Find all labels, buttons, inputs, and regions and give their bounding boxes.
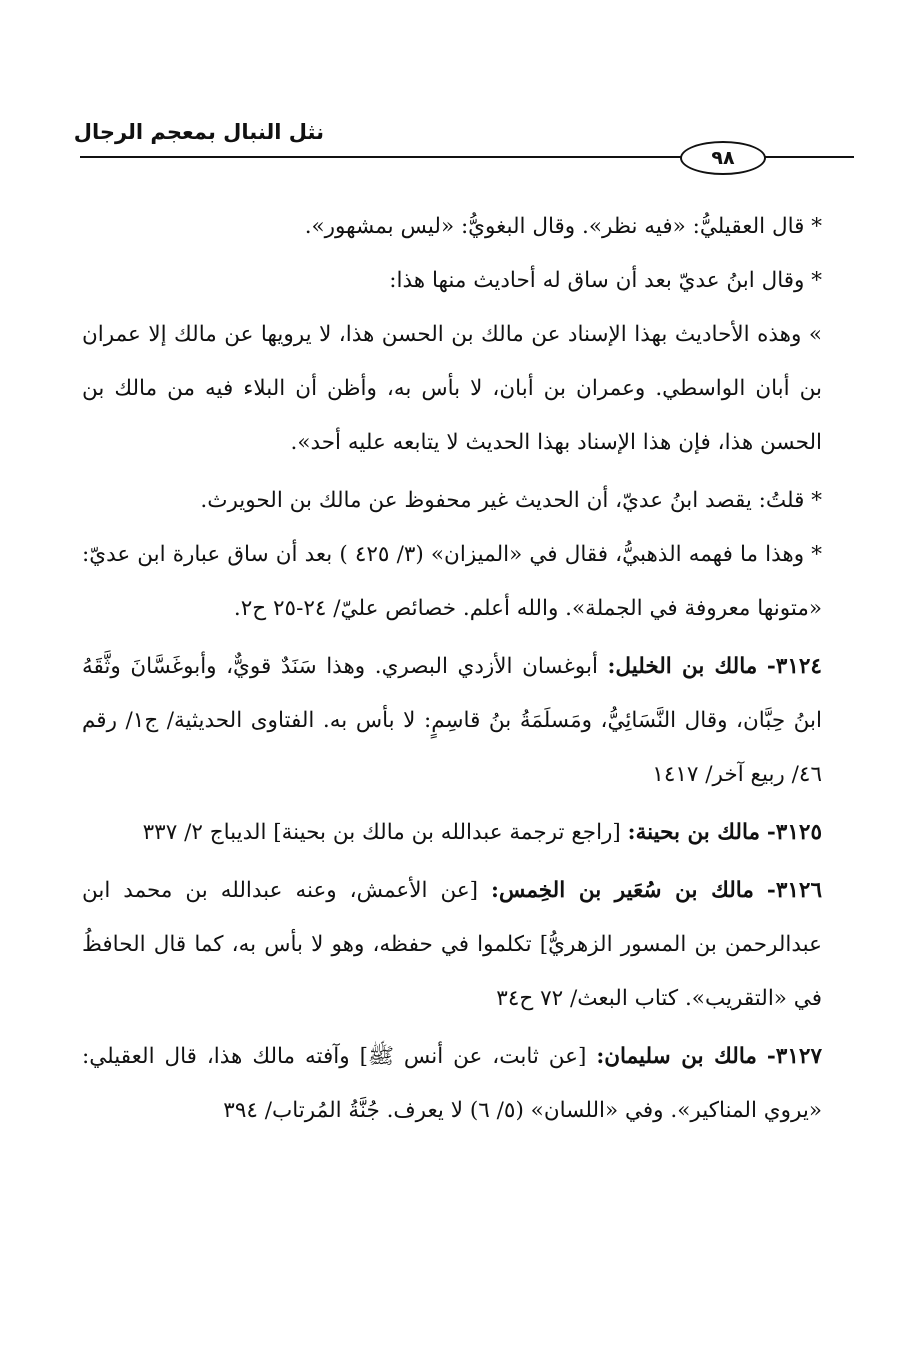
paragraph-author-note: * قلتُ: يقصد ابنُ عديّ، أن الحديث غير محفوظ عن مالك بن الحويرث. (200, 488, 822, 513)
entry-3127-name: مالك بن سليمان: (596, 1044, 757, 1069)
entry-3124-name: مالك بن الخليل: (607, 654, 758, 679)
paragraph-ibn-adi-intro: * وقال ابنُ عديّ بعد أن ساق له أحاديث منها هذا: (389, 268, 822, 293)
paragraph-dhahabi: * وهذا ما فهمه الذهبيُّ، فقال في «الميزان» (٣/ ٤٢٥ ) بعد أن ساق عبارة ابن عديّ: «متونها معروفة في الجملة». والله أعلم. خصائص عليّ/ ٢٤-٢٥ ح٢. (82, 542, 822, 621)
entry-3124-text: أبوغسان الأزدي البصري. وهذا سَنَدٌ قويٌّ، وأبوغَسَّانَ وثَّقَهُ ابنُ حِبَّان، وقال النَّسَائِيُّ، ومَسلَمَةُ بنُ قاسِمٍ: لا بأس به. الفتاوى الحديثية/ ج١/ رقم ٤٦/ ربيع آخر/ ١٤١٧ (82, 654, 822, 787)
main-text (82, 200, 822, 1138)
paragraph-uqaili: * قال العقيليُّ: «فيه نظر». وقال البغويُّ: «ليس بمشهور». (304, 214, 822, 239)
entry-3124-number: ٣١٢٤- (766, 654, 822, 679)
entry-3125-number: ٣١٢٥- (766, 820, 822, 845)
entry-3127-text: [عن ثابت، عن أنس ﷺ] وآفته مالك هذا، قال العقيلي: «يروي المناكير». وفي «اللسان» (٥/ ٦) لا يعرف. جُنَّةُ المُرتاب/ ٣٩٤ (82, 1044, 822, 1123)
entry-3124 (82, 640, 822, 802)
entry-3126-name: مالك بن سُعَير بن الخِمس: (491, 878, 754, 903)
entry-3127-number: ٣١٢٧- (766, 1044, 822, 1069)
entry-3126-number: ٣١٢٦- (766, 878, 823, 903)
entry-3126 (82, 864, 822, 1026)
paragraph-ibn-adi-quote: » وهذه الأحاديث بهذا الإسناد عن مالك بن الحسن هذا، لا يرويها عن مالك إلا عمران بن أبان الواسطي. وعمران بن أبان، لا بأس به، وأظن أن البلاء فيه من مالك بن الحسن هذا، فإن هذا الإسناد بهذا الحديث لا يتابعه عليه أحد». (82, 322, 822, 455)
entry-3125-text: [راجع ترجمة عبدالله بن مالك بن بحينة] الديباج ٢/ ٣٣٧ (142, 820, 621, 845)
entry-3126-text: [عن الأعمش، وعنه عبدالله بن محمد ابن عبدالرحمن بن المسور الزهريُّ] تكلموا في حفظه، وهو لا بأس به، كما قال الحافظُ في «التقريب». كتاب البعث/ ٧٢ ح٣٤ (82, 878, 822, 1011)
entry-3127 (82, 1030, 822, 1138)
running-title: نثل النبال بمعجم الرجال (73, 120, 324, 144)
entry-3125-name: مالك بن بحينة: (627, 820, 761, 845)
page-number: ٩٨ (680, 141, 766, 175)
entry-3125 (82, 806, 822, 860)
